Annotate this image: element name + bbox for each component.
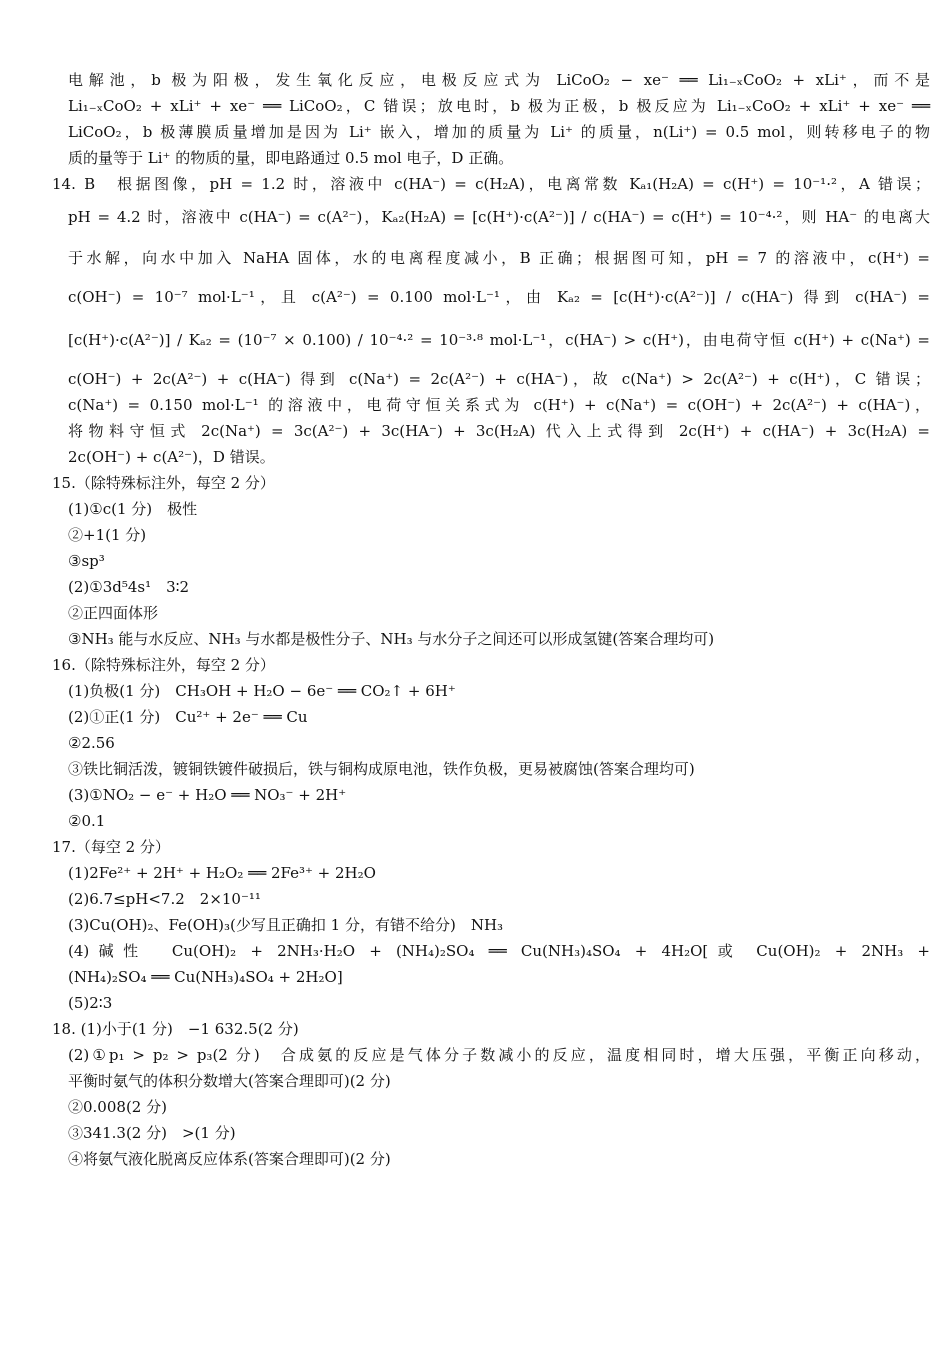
q16-line-4: ③铁比铜活泼，镀铜铁镀件破损后，铁与铜构成原电池，铁作负极，更易被腐蚀(答案合理均可): [68, 760, 695, 778]
q13-line-2: Li₁₋ₓCoO₂ + xLi⁺ + xe⁻ ══ LiCoO₂，C 错误；放电时，b 极为正极，b 极反应为 Li₁₋ₓCoO₂ + xLi⁺ + xe⁻ ══: [68, 97, 930, 115]
q15-line-4: (2)①3d⁵4s¹ 3∶2: [68, 578, 190, 596]
q13-line-1: 电解池，b 极为阳极，发生氧化反应，电极反应式为 LiCoO₂ − xe⁻ ══ Li₁₋ₓCoO₂ + xLi⁺，而不是: [68, 71, 930, 89]
q15-line-6: ③NH₃ 能与水反应、NH₃ 与水都是极性分子、NH₃ 与水分子之间还可以形成氢键(答案合理均可): [68, 630, 715, 648]
q14-line-4: c(OH⁻) = 10⁻⁷ mol·L⁻¹，且 c(A²⁻) = 0.100 mol·L⁻¹，由 Kₐ₂ = [c(H⁺)·c(A²⁻)] / c(HA⁻) 得到 c(HA⁻) =: [68, 288, 930, 306]
q15-line-1: (1)①c(1 分) 极性: [68, 500, 198, 518]
q13-line-3: LiCoO₂，b 极薄膜质量增加是因为 Li⁺ 嵌入，增加的质量为 Li⁺ 的质量，n(Li⁺) = 0.5 mol，则转移电子的物: [68, 123, 930, 141]
q16-line-5: (3)①NO₂ − e⁻ + H₂O ══ NO₃⁻ + 2H⁺: [68, 786, 347, 804]
q17-line-3: (3)Cu(OH)₂、Fe(OH)₃(少写且正确扣 1 分，有错不给分) NH₃: [68, 916, 504, 934]
q18-line-2: (2)①p₁ > p₂ > p₃(2 分) 合成氨的反应是气体分子数减小的反应，温度相同时，增大压强，平衡正向移动，: [68, 1046, 930, 1064]
q13-line-4: 质的量等于 Li⁺ 的物质的量，即电路通过 0.5 mol 电子，D 正确。: [68, 149, 514, 167]
q15-header: 15.（除特殊标注外，每空 2 分）: [52, 474, 275, 492]
q16-line-6: ②0.1: [68, 812, 106, 830]
q14-line-3: 于水解，向水中加入 NaHA 固体，水的电离程度减小，B 正确；根据图可知，pH = 7 的溶液中，c(H⁺) =: [68, 249, 930, 267]
q18-line-1: 18. (1)小于(1 分) −1 632.5(2 分): [52, 1020, 299, 1038]
q15-line-5: ②正四面体形: [68, 604, 159, 622]
q14-line-2: pH = 4.2 时，溶液中 c(HA⁻) = c(A²⁻)，Kₐ₂(H₂A) = [c(H⁺)·c(A²⁻)] / c(HA⁻) = c(H⁺) = 10⁻⁴·²，则 HA⁻ 的电离大: [68, 208, 930, 226]
q17-line-5: (NH₄)₂SO₄ ══ Cu(NH₃)₄SO₄ + 2H₂O]: [68, 968, 343, 986]
q16-line-2: (2)①正(1 分) Cu²⁺ + 2e⁻ ══ Cu: [68, 708, 308, 726]
q14-line-6: c(OH⁻) + 2c(A²⁻) + c(HA⁻) 得到 c(Na⁺) = 2c(A²⁻) + c(HA⁻)，故 c(Na⁺) > 2c(A²⁻) + c(H⁺)，C 错误；: [68, 370, 930, 388]
q17-line-4: (4)碱性 Cu(OH)₂ + 2NH₃·H₂O + (NH₄)₂SO₄ ══ Cu(NH₃)₄SO₄ + 4H₂O[或 Cu(OH)₂ + 2NH₃ +: [68, 942, 930, 960]
q16-header: 16.（除特殊标注外，每空 2 分）: [52, 656, 275, 674]
q17-line-1: (1)2Fe²⁺ + 2H⁺ + H₂O₂ ══ 2Fe³⁺ + 2H₂O: [68, 864, 376, 882]
q15-line-2: ②+1(1 分): [68, 526, 147, 544]
q18-line-6: ④将氨气液化脱离反应体系(答案合理即可)(2 分): [68, 1150, 391, 1168]
q14-line-1: 14. B 根据图像，pH = 1.2 时，溶液中 c(HA⁻) = c(H₂A)，电离常数 Kₐ₁(H₂A) = c(H⁺) = 10⁻¹·²，A 错误；: [52, 175, 930, 193]
q14-line-8: 将物料守恒式 2c(Na⁺) = 3c(A²⁻) + 3c(HA⁻) + 3c(H₂A) 代入上式得到 2c(H⁺) + c(HA⁻) + 3c(H₂A) =: [68, 422, 930, 440]
q14-line-7: c(Na⁺) = 0.150 mol·L⁻¹ 的溶液中，电荷守恒关系式为 c(H⁺) + c(Na⁺) = c(OH⁻) + 2c(A²⁻) + c(HA⁻)，: [68, 396, 930, 414]
q18-line-5: ③341.3(2 分) >(1 分): [68, 1124, 236, 1142]
q17-line-2: (2)6.7≤pH<7.2 2×10⁻¹¹: [68, 890, 261, 908]
q18-line-3: 平衡时氨气的体积分数增大(答案合理即可)(2 分): [68, 1072, 391, 1090]
q17-header: 17.（每空 2 分）: [52, 838, 170, 856]
q18-line-4: ②0.008(2 分): [68, 1098, 167, 1116]
q14-line-9: 2c(OH⁻) + c(A²⁻)，D 错误。: [68, 448, 275, 466]
q16-line-1: (1)负极(1 分) CH₃OH + H₂O − 6e⁻ ══ CO₂↑ + 6H⁺: [68, 682, 456, 700]
q17-line-6: (5)2∶3: [68, 994, 113, 1012]
q14-line-5: [c(H⁺)·c(A²⁻)] / Kₐ₂ = (10⁻⁷ × 0.100) / 10⁻⁴·² = 10⁻³·⁸ mol·L⁻¹，c(HA⁻) > c(H⁺)，由电荷守恒 c(H⁺) + c(Na⁺) =: [68, 331, 930, 349]
q16-line-3: ②2.56: [68, 734, 115, 752]
q15-line-3: ③sp³: [68, 552, 105, 570]
